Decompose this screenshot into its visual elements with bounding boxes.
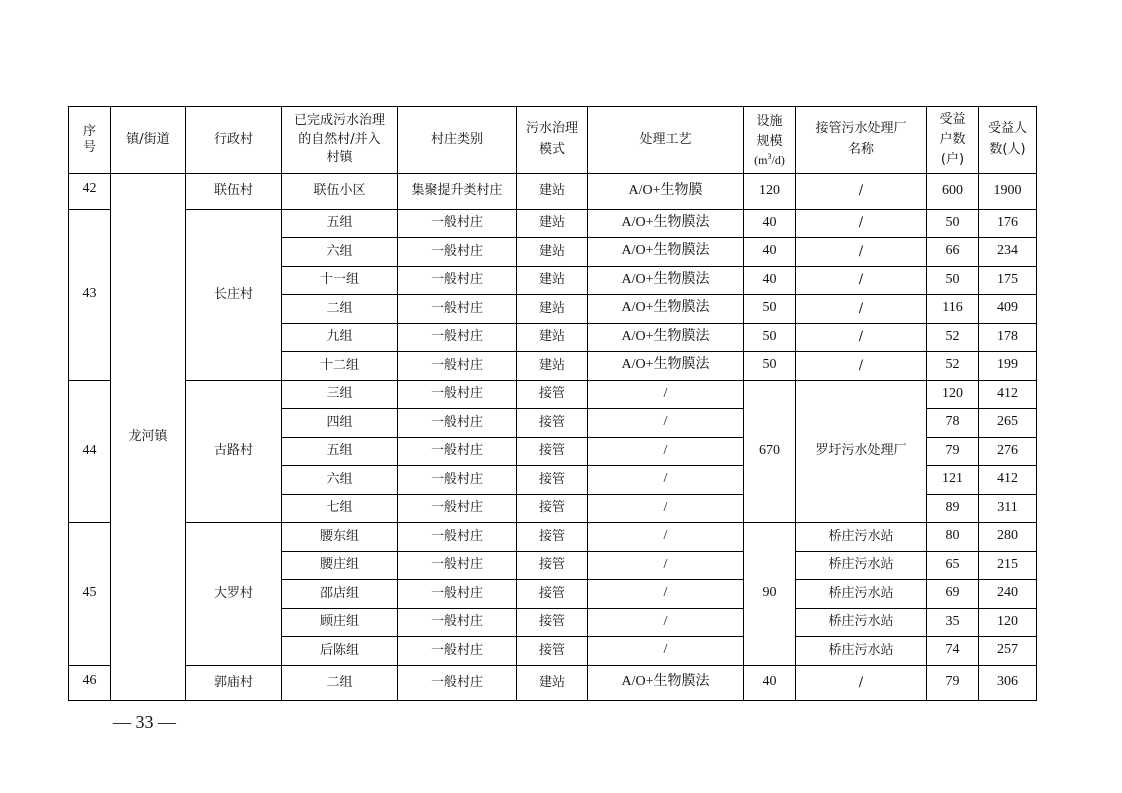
people-cell: 412 — [979, 380, 1037, 409]
natural-village-cell: 九组 — [282, 323, 398, 352]
page-number: — 33 — — [113, 712, 176, 732]
mode-cell: 建站 — [517, 238, 588, 267]
mode-cell: 建站 — [517, 174, 588, 210]
natural-village-cell: 七组 — [282, 494, 398, 523]
natural-village-cell: 六组 — [282, 238, 398, 267]
process-cell: A/O+生物膜法 — [588, 665, 744, 701]
people-cell: 412 — [979, 466, 1037, 495]
scale-cell: 40 — [744, 266, 796, 295]
people-cell: 178 — [979, 323, 1037, 352]
people-cell: 1900 — [979, 174, 1037, 210]
village-type-cell: 一般村庄 — [398, 551, 517, 580]
process-cell: / — [588, 494, 744, 523]
mode-cell: 接管 — [517, 551, 588, 580]
people-cell: 280 — [979, 523, 1037, 552]
village-type-cell: 一般村庄 — [398, 266, 517, 295]
households-cell: 79 — [927, 437, 979, 466]
households-cell: 600 — [927, 174, 979, 210]
people-cell: 265 — [979, 409, 1037, 438]
header-town: 镇/街道 — [111, 107, 186, 174]
households-cell: 89 — [927, 494, 979, 523]
table-row — [69, 523, 1037, 552]
households-cell: 50 — [927, 209, 979, 238]
sewage-treatment-table — [68, 106, 1037, 701]
process-cell: A/O+生物膜法 — [588, 238, 744, 267]
village-type-cell: 一般村庄 — [398, 494, 517, 523]
village-type-cell: 一般村庄 — [398, 295, 517, 324]
people-cell: 120 — [979, 608, 1037, 637]
plant-cell: / — [796, 174, 927, 210]
village-type-cell: 一般村庄 — [398, 209, 517, 238]
process-cell: / — [588, 466, 744, 495]
mode-cell: 接管 — [517, 494, 588, 523]
natural-village-cell: 五组 — [282, 209, 398, 238]
table-row — [69, 380, 1037, 409]
village-type-cell: 一般村庄 — [398, 466, 517, 495]
scale-cell: 120 — [744, 174, 796, 210]
town-cell: 龙河镇 — [111, 174, 186, 701]
process-cell: / — [588, 380, 744, 409]
header-households: 受益户数(户) — [927, 107, 979, 174]
people-cell: 199 — [979, 352, 1037, 381]
plant-cell: / — [796, 323, 927, 352]
header-process: 处理工艺 — [588, 107, 744, 174]
village-type-cell: 一般村庄 — [398, 380, 517, 409]
people-cell: 311 — [979, 494, 1037, 523]
natural-village-cell: 四组 — [282, 409, 398, 438]
plant-cell: 桥庄污水站 — [796, 551, 927, 580]
seq-cell: 44 — [69, 380, 111, 523]
header-natural-village: 已完成污水治理的自然村/并入村镇 — [282, 107, 398, 174]
people-cell: 409 — [979, 295, 1037, 324]
mode-cell: 建站 — [517, 209, 588, 238]
process-cell: A/O+生物膜法 — [588, 323, 744, 352]
process-cell: A/O+生物膜 — [588, 174, 744, 210]
mode-cell: 建站 — [517, 323, 588, 352]
natural-village-cell: 三组 — [282, 380, 398, 409]
households-cell: 65 — [927, 551, 979, 580]
village-type-cell: 一般村庄 — [398, 352, 517, 381]
people-cell: 234 — [979, 238, 1037, 267]
natural-village-cell: 二组 — [282, 295, 398, 324]
village-type-cell: 一般村庄 — [398, 238, 517, 267]
process-cell: A/O+生物膜法 — [588, 209, 744, 238]
mode-cell: 接管 — [517, 466, 588, 495]
admin-village-cell: 大罗村 — [186, 523, 282, 666]
plant-cell: / — [796, 266, 927, 295]
scale-cell: 50 — [744, 295, 796, 324]
natural-village-cell: 联伍小区 — [282, 174, 398, 210]
plant-cell: / — [796, 295, 927, 324]
natural-village-cell: 邵店组 — [282, 580, 398, 609]
header-people: 受益人数(人) — [979, 107, 1037, 174]
people-cell: 257 — [979, 637, 1037, 666]
scale-cell: 50 — [744, 352, 796, 381]
header-plant: 接管污水处理厂名称 — [796, 107, 927, 174]
admin-village-cell: 郭庙村 — [186, 665, 282, 701]
admin-village-cell: 联伍村 — [186, 174, 282, 210]
mode-cell: 建站 — [517, 352, 588, 381]
natural-village-cell: 五组 — [282, 437, 398, 466]
natural-village-cell: 十二组 — [282, 352, 398, 381]
process-cell: / — [588, 608, 744, 637]
admin-village-cell: 长庄村 — [186, 209, 282, 380]
plant-cell: / — [796, 665, 927, 701]
header-seq: 序号 — [69, 107, 111, 174]
households-cell: 78 — [927, 409, 979, 438]
natural-village-cell: 后陈组 — [282, 637, 398, 666]
process-cell: / — [588, 437, 744, 466]
plant-cell: 桥庄污水站 — [796, 637, 927, 666]
process-cell: / — [588, 637, 744, 666]
scale-cell: 90 — [744, 523, 796, 666]
households-cell: 35 — [927, 608, 979, 637]
mode-cell: 接管 — [517, 437, 588, 466]
village-type-cell: 一般村庄 — [398, 580, 517, 609]
header-row — [69, 107, 1037, 174]
seq-cell: 43 — [69, 209, 111, 380]
mode-cell: 建站 — [517, 665, 588, 701]
village-type-cell: 一般村庄 — [398, 323, 517, 352]
natural-village-cell: 十一组 — [282, 266, 398, 295]
process-cell: A/O+生物膜法 — [588, 266, 744, 295]
village-type-cell: 一般村庄 — [398, 637, 517, 666]
plant-cell: 桥庄污水站 — [796, 523, 927, 552]
people-cell: 176 — [979, 209, 1037, 238]
village-type-cell: 一般村庄 — [398, 437, 517, 466]
mode-cell: 接管 — [517, 380, 588, 409]
scale-cell: 40 — [744, 665, 796, 701]
households-cell: 116 — [927, 295, 979, 324]
natural-village-cell: 腰东组 — [282, 523, 398, 552]
natural-village-cell: 腰庄组 — [282, 551, 398, 580]
process-cell: / — [588, 409, 744, 438]
mode-cell: 建站 — [517, 295, 588, 324]
households-cell: 50 — [927, 266, 979, 295]
process-cell: A/O+生物膜法 — [588, 295, 744, 324]
process-cell: / — [588, 580, 744, 609]
plant-cell: / — [796, 238, 927, 267]
scale-cell: 50 — [744, 323, 796, 352]
plant-cell: 罗圩污水处理厂 — [796, 380, 927, 523]
households-cell: 66 — [927, 238, 979, 267]
header-admin-village: 行政村 — [186, 107, 282, 174]
mode-cell: 接管 — [517, 523, 588, 552]
plant-cell: / — [796, 209, 927, 238]
natural-village-cell: 六组 — [282, 466, 398, 495]
table-row — [69, 209, 1037, 238]
people-cell: 215 — [979, 551, 1037, 580]
people-cell: 240 — [979, 580, 1037, 609]
households-cell: 80 — [927, 523, 979, 552]
natural-village-cell: 顾庄组 — [282, 608, 398, 637]
households-cell: 121 — [927, 466, 979, 495]
header-mode: 污水治理模式 — [517, 107, 588, 174]
people-cell: 175 — [979, 266, 1037, 295]
scale-cell: 670 — [744, 380, 796, 523]
seq-cell: 45 — [69, 523, 111, 666]
process-cell: / — [588, 523, 744, 552]
village-type-cell: 一般村庄 — [398, 523, 517, 552]
table-row — [69, 665, 1037, 701]
mode-cell: 建站 — [517, 266, 588, 295]
households-cell: 74 — [927, 637, 979, 666]
process-cell: A/O+生物膜法 — [588, 352, 744, 381]
seq-cell: 42 — [69, 174, 111, 210]
natural-village-cell: 二组 — [282, 665, 398, 701]
seq-cell: 46 — [69, 665, 111, 701]
people-cell: 306 — [979, 665, 1037, 701]
village-type-cell: 一般村庄 — [398, 409, 517, 438]
table-row — [69, 174, 1037, 210]
scale-cell: 40 — [744, 238, 796, 267]
households-cell: 79 — [927, 665, 979, 701]
plant-cell: 桥庄污水站 — [796, 608, 927, 637]
village-type-cell: 一般村庄 — [398, 665, 517, 701]
village-type-cell: 集聚提升类村庄 — [398, 174, 517, 210]
table-body — [69, 174, 1037, 701]
mode-cell: 接管 — [517, 608, 588, 637]
header-village-type: 村庄类别 — [398, 107, 517, 174]
households-cell: 52 — [927, 323, 979, 352]
households-cell: 52 — [927, 352, 979, 381]
households-cell: 69 — [927, 580, 979, 609]
header-scale: 设施规模 $(m^3/d)$ — [744, 107, 796, 174]
village-type-cell: 一般村庄 — [398, 608, 517, 637]
plant-cell: / — [796, 352, 927, 381]
people-cell: 276 — [979, 437, 1037, 466]
households-cell: 120 — [927, 380, 979, 409]
scale-cell: 40 — [744, 209, 796, 238]
mode-cell: 接管 — [517, 580, 588, 609]
admin-village-cell: 古路村 — [186, 380, 282, 523]
plant-cell: 桥庄污水站 — [796, 580, 927, 609]
mode-cell: 接管 — [517, 409, 588, 438]
process-cell: / — [588, 551, 744, 580]
mode-cell: 接管 — [517, 637, 588, 666]
